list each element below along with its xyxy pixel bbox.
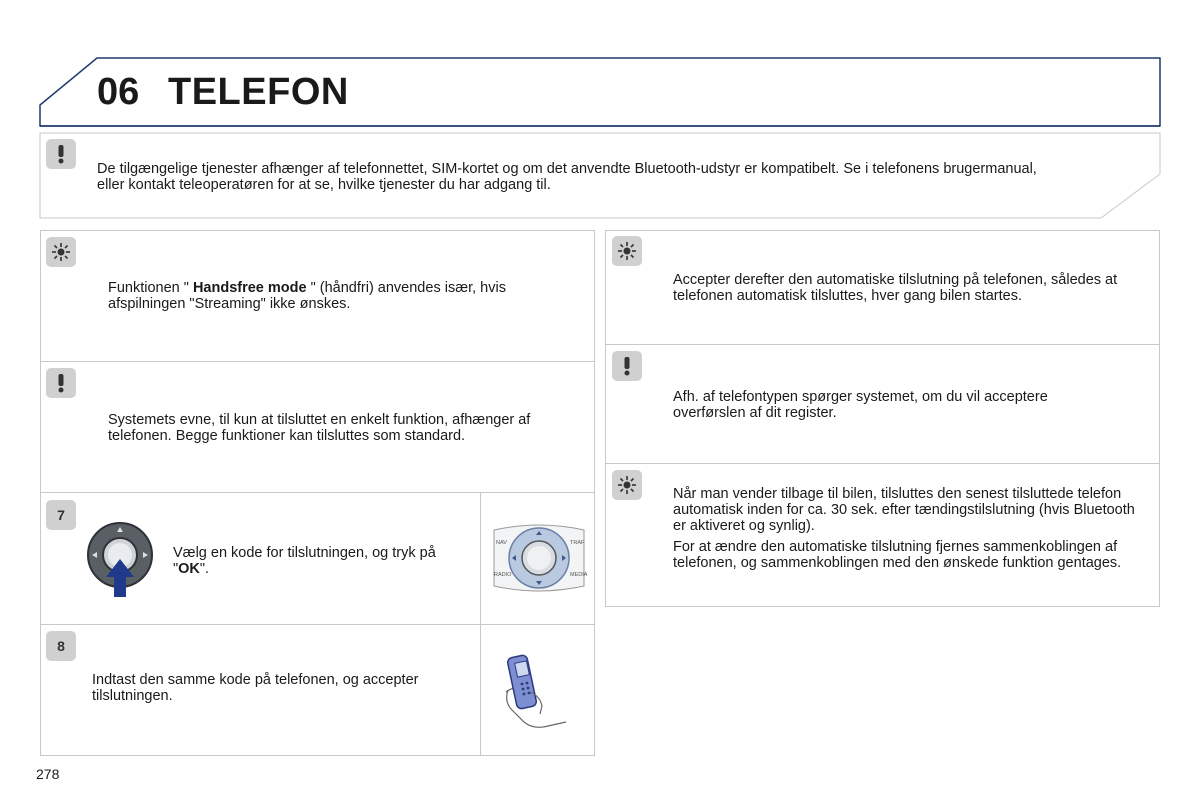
rotary-control-icon [86,521,158,599]
warning-register-text: Afh. af telefontypen spørger systemet, om du vil acceptere overførslen af dit register. [673,389,1048,421]
step-7-text: Vælg en kode for tilslutningen, og tryk på "OK". [173,545,436,577]
mobile-phone-icon [500,652,572,734]
step-8-text: Indtast den samme kode på telefonen, og accepter tilslutningen. [92,672,419,704]
step-number: 7 [57,507,65,523]
tip-icon [612,236,642,266]
divider [40,492,595,493]
warning-function-text: Systemets evne, til kun at tilsluttet en enkelt funktion, afhænger af telefonen. Begge funktioner kan tilsluttes som standard. [108,412,531,444]
radio-label: RADIO [494,572,512,578]
media-label: MEDIA [570,572,588,578]
warning-icon [46,368,76,398]
warning-icon [46,139,76,169]
divider [40,624,595,625]
step-badge-7 [46,500,76,530]
divider [40,361,595,362]
tip-icon [46,237,76,267]
notice-text: De tilgængelige tjenester afhænger af telefonnettet, SIM-kortet og om det anvendte Bluetooth-udstyr er kompatibelt. Se i telefonens brugermanual, eller kontakt teleoperatøren for at se, hvilke tjenester du har adgang til. [97,161,1037,193]
control-panel-icon [490,522,588,594]
nav-label: NAV [496,540,507,546]
step-badge-8 [46,631,76,661]
warning-icon [612,351,642,381]
page-number: 278 [36,766,60,782]
chapter-number: 06 [97,71,140,113]
divider [480,492,481,756]
tip-reconnect-text: Når man vender tilbage til bilen, tilsluttes den senest tilsluttede telefon automatisk inden for ca. 30 sek. efter tændingstilslutning (hvis Bluetooth er aktiveret og synlig). [673,486,1135,534]
notice-box [0,0,1200,230]
tip-icon [612,470,642,500]
tip-handsfree-text: Funktionen " Handsfree mode " (håndfri) anvendes især, hvis afspilningen "Streaming" ikke ønskes. [108,280,506,312]
divider [605,344,1160,345]
tip-change-connection-text: For at ændre den automatiske tilslutning fjernes sammenkoblingen af telefonen, og sammenkoblingen med den ønskede funktion gentages. [673,539,1122,571]
step-number: 8 [57,638,65,654]
divider [605,463,1160,464]
tip-auto-connect-text: Accepter derefter den automatiske tilslutning på telefonen, således at telefonen automatisk tilsluttes, hver gang bilen startes. [673,272,1118,304]
chapter-title: TELEFON [168,71,349,113]
traf-label: TRAF [570,540,585,546]
